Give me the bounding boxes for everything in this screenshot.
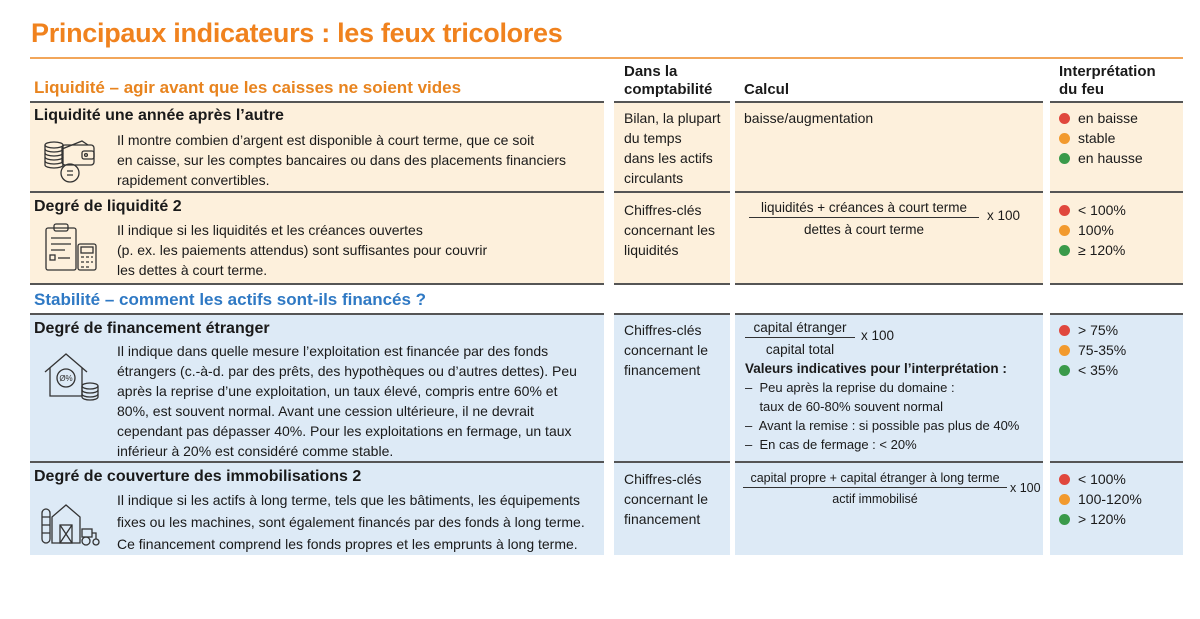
- traffic-lights: [1059, 108, 1143, 168]
- page-title: Principaux indicateurs : les feux tricolores: [31, 18, 563, 48]
- divider: [614, 283, 730, 285]
- desc-line: Il indique si les actifs à long terme, tels que les bâtiments, les équipements: [117, 492, 581, 508]
- light-label: > 120%: [1078, 511, 1126, 527]
- light-red: [1059, 108, 1143, 128]
- light-label: 75-35%: [1078, 342, 1127, 358]
- traffic-lights: [1059, 200, 1126, 260]
- note-line: – En cas de fermage : < 20%: [745, 437, 917, 452]
- clipboard-calculator-icon: [44, 222, 100, 272]
- header-interpretation-line1: Interprétation: [1059, 63, 1156, 80]
- desc-line: (p. ex. les paiements attendus) sont suffisantes pour couvrir: [117, 242, 488, 258]
- row-description: [117, 341, 577, 461]
- header-calcul: Calcul: [744, 81, 790, 98]
- desc-line: en caisse, sur les comptes bancaires ou dans des placements financiers: [117, 152, 567, 168]
- formula-numerator: capital étranger: [753, 320, 847, 335]
- formula-multiplier: x 100: [1010, 481, 1041, 495]
- orange-dot-icon: [1059, 494, 1070, 505]
- divider: [30, 283, 604, 285]
- header-comptabilite: [624, 63, 712, 99]
- red-dot-icon: [1059, 325, 1070, 336]
- light-label: < 100%: [1078, 471, 1126, 487]
- light-orange: [1059, 340, 1126, 360]
- light-green: [1059, 240, 1126, 260]
- calcul-cell: baisse/augmentation: [744, 110, 874, 126]
- light-label: < 100%: [1078, 202, 1126, 218]
- traffic-lights: [1059, 320, 1126, 380]
- formula-numerator: liquidités + créances à court terme: [761, 200, 967, 215]
- green-dot-icon: [1059, 514, 1070, 525]
- desc-line: après la reprise d’une exploitation, un taux élevé, compris entre 60% et: [117, 383, 558, 399]
- desc-line: Ce financement comprend les fonds propres et les emprunts à long terme.: [117, 536, 578, 552]
- compta-line: Chiffres-clés: [624, 322, 702, 338]
- fraction-bar: [743, 487, 1007, 488]
- red-dot-icon: [1059, 113, 1070, 124]
- compta-cell: [624, 469, 708, 529]
- light-label: 100%: [1078, 222, 1114, 238]
- header-interpretation: [1059, 63, 1156, 99]
- compta-cell: [624, 320, 708, 380]
- light-green: [1059, 360, 1126, 380]
- house-percent-icon: [42, 350, 100, 402]
- formula-multiplier: x 100: [987, 208, 1021, 223]
- compta-line: du temps: [624, 130, 682, 146]
- desc-line: 80%, est souvent normal. Avant une cession ultérieure, il ne devrait: [117, 403, 534, 419]
- row-description: [117, 490, 585, 554]
- coins-wallet-icon: [42, 135, 100, 183]
- light-label: en hausse: [1078, 150, 1143, 166]
- compta-line: concernant les: [624, 222, 716, 238]
- formula-fraction: [743, 471, 1007, 506]
- light-green: [1059, 148, 1143, 168]
- desc-line: Il indique dans quelle mesure l’exploitation est financée par des fonds: [117, 343, 549, 359]
- orange-dot-icon: [1059, 225, 1070, 236]
- desc-line: Il montre combien d’argent est disponible à court terme, que ce soit: [117, 132, 535, 148]
- light-label: stable: [1078, 130, 1116, 146]
- row-title: Liquidité une année après l’autre: [34, 107, 284, 124]
- compta-line: financement: [624, 511, 701, 527]
- light-label: > 75%: [1078, 322, 1119, 338]
- header-interpretation-line2: du feu: [1059, 81, 1104, 98]
- row-title: Degré de liquidité 2: [34, 198, 182, 215]
- barn-tractor-icon: [40, 495, 100, 547]
- light-label: < 35%: [1078, 362, 1119, 378]
- fraction-bar: [749, 217, 979, 218]
- light-red: [1059, 200, 1126, 220]
- section-title-stabilite: Stabilité – comment les actifs sont-ils financés ?: [34, 290, 427, 309]
- divider: [1050, 283, 1183, 285]
- orange-dot-icon: [1059, 345, 1070, 356]
- compta-line: Bilan, la plupart: [624, 110, 721, 126]
- light-label: ≥ 120%: [1078, 242, 1126, 258]
- formula-fraction: [745, 320, 855, 357]
- compta-line: liquidités: [624, 242, 679, 258]
- header-comptabilite-line2: comptabilité: [624, 81, 713, 98]
- formula-denominator: dettes à court terme: [803, 222, 925, 237]
- light-red: [1059, 320, 1126, 340]
- red-dot-icon: [1059, 474, 1070, 485]
- formula-fraction: [749, 200, 979, 237]
- row-title: Degré de couverture des immobilisations 2: [34, 468, 362, 485]
- compta-line: dans les actifs: [624, 150, 713, 166]
- header-comptabilite-line1: Dans la: [624, 63, 678, 80]
- light-red: [1059, 469, 1142, 489]
- green-dot-icon: [1059, 153, 1070, 164]
- desc-line: cependant pas dépasser 40%. Pour les exploitations en fermage, un taux: [117, 423, 572, 439]
- formula-numerator: capital propre + capital étranger à long terme: [750, 471, 1000, 485]
- note-line: – Peu après la reprise du domaine :: [745, 380, 955, 395]
- traffic-lights: [1059, 469, 1142, 529]
- desc-line: les dettes à court terme.: [117, 262, 268, 278]
- desc-line: étrangers (c.-à-d. par des prêts, des hypothèques ou d’autres dettes). Peu: [117, 363, 577, 379]
- title-rule: [30, 57, 1183, 59]
- desc-line: Il indique si les liquidités et les créances ouvertes: [117, 222, 423, 238]
- green-dot-icon: [1059, 365, 1070, 376]
- note-line: – Avant la remise : si possible pas plus de 40%: [745, 418, 1020, 433]
- row-title: Degré de financement étranger: [34, 320, 270, 337]
- section-title-liquidite: Liquidité – agir avant que les caisses ne soient vides: [34, 78, 462, 97]
- light-label: 100-120%: [1078, 491, 1142, 507]
- light-orange: [1059, 489, 1142, 509]
- interpretation-notes: [745, 359, 1019, 454]
- house-percent-label: Ø%: [59, 374, 73, 383]
- light-label: en baisse: [1078, 110, 1138, 126]
- desc-line: rapidement convertibles.: [117, 172, 270, 188]
- compta-cell: [624, 200, 715, 260]
- compta-line: financement: [624, 362, 701, 378]
- light-orange: [1059, 128, 1143, 148]
- compta-line: circulants: [624, 170, 684, 186]
- desc-line: inférieur à 20% est considéré comme stable.: [117, 443, 394, 459]
- row-description: [117, 130, 566, 190]
- notes-title: Valeurs indicatives pour l’interprétation :: [745, 361, 1007, 376]
- compta-line: Chiffres-clés: [624, 471, 702, 487]
- note-line: taux de 60-80% souvent normal: [745, 399, 944, 414]
- row-description: [117, 220, 487, 280]
- desc-line: fixes ou les machines, sont également financés par des fonds à long terme.: [117, 514, 585, 530]
- formula-multiplier: x 100: [861, 328, 895, 343]
- light-green: [1059, 509, 1142, 529]
- divider: [735, 283, 1043, 285]
- green-dot-icon: [1059, 245, 1070, 256]
- fraction-bar: [745, 337, 855, 338]
- red-dot-icon: [1059, 205, 1070, 216]
- formula-denominator: actif immobilisé: [832, 492, 918, 506]
- light-orange: [1059, 220, 1126, 240]
- compta-line: concernant le: [624, 491, 709, 507]
- compta-line: Chiffres-clés: [624, 202, 702, 218]
- formula-denominator: capital total: [765, 342, 835, 357]
- orange-dot-icon: [1059, 133, 1070, 144]
- compta-line: concernant le: [624, 342, 709, 358]
- compta-cell: [624, 108, 721, 188]
